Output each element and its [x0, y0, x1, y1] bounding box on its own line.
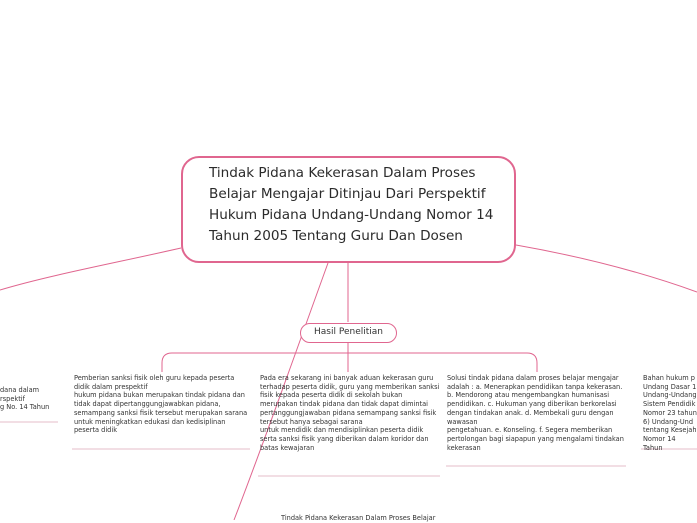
- central-topic-title: Tindak Pidana Kekerasan Dalam Proses Belajar Mengajar Ditinjau Dari Perspektif Hukum Pidana Undang-Undang Nomor 14 Tahun 2005 Tentang Guru Dan Dosen: [209, 165, 494, 244]
- connector-subtopic-leaves: [162, 343, 537, 372]
- topic-node-3[interactable]: Solusi tindak pidana dalam proses belajar mengajar adalah : a. Menerapkan pendidikan tanpa kekerasan. b. Mendorong atau mengembangkan humanisasi pendidikan. c. Hukuman yang diberikan berkorelasi dengan tindakan anak. d. Membekali guru dengan wawasan pengetahuan. e. Konseling. f. Segera memberikan pertolongan bagi siapapun yang mengalami tindakan kekerasan: [447, 374, 624, 452]
- topic-node-1[interactable]: Pemberian sanksi fisik oleh guru kepada peserta didik dalam prespektif hukum pidana bukan merupakan tindak pidana dan tidak dapat dipertanggungjawabkan pidana, semampang sanksi fisik tersebut merupakan sarana untuk meningkatkan edukasi dan kedisiplinan peserta didik: [74, 374, 248, 435]
- central-topic[interactable]: [181, 156, 516, 263]
- subtopic-label: Hasil Penelitian: [314, 327, 383, 337]
- connector-central-right: [516, 245, 697, 292]
- connector-central-left: [0, 248, 181, 290]
- subtopic-hasil-penelitian[interactable]: [300, 323, 397, 343]
- topic-left-partial[interactable]: dana dalam rspektif g No. 14 Tahun: [0, 386, 50, 412]
- topic-bottom-partial[interactable]: Tindak Pidana Kekerasan Dalam Proses Belajar: [281, 514, 436, 522]
- topic-node-2[interactable]: Pada era sekarang ini banyak aduan kekerasan guru terhadap peserta didik, guru yang memberikan sanksi fisik kepada peserta didik di sekolah bukan merupakan tindak pidana dan tidak dapat dimintai pertanggungjawaban pidana semampang sanksi fisik tersebut hanya sebagai sarana untuk mendidik dan mendisiplinkan peserta didik serta sanksi fisik yang diberikan dalam koridor dan batas kewajaran: [260, 374, 440, 452]
- topic-right-partial[interactable]: Bahan hukum p Undang Dasar 1 Undang-Undang Sistem Pendidik Nomor 23 tahun 6) Undang-Und tentang Kesejah Nomor 14 Tahun: [643, 374, 697, 452]
